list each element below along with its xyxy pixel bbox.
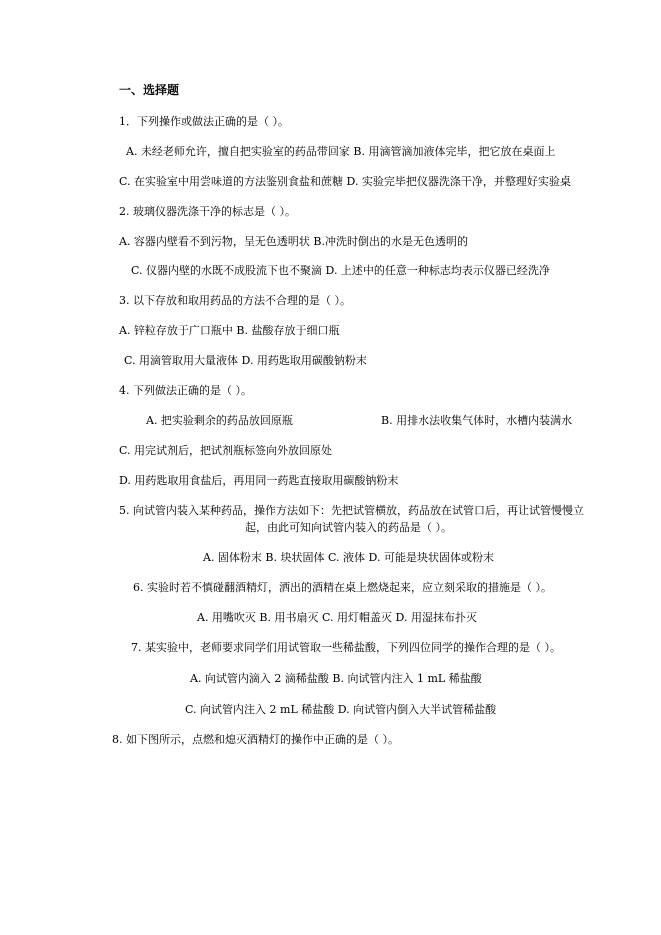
question-7-options-cd: C. 向试管内注入 2 mL 稀盐酸 D. 向试管内倒入大半试管稀盐酸 [185, 703, 497, 716]
question-3-options-ab: A. 锌粒存放于广口瓶中 B. 盐酸存放于细口瓶 [119, 324, 340, 337]
question-2-options-ab: A. 容器内壁看不到污物，呈无色透明状 B.冲洗时倒出的水是无色透明的 [119, 235, 469, 248]
question-4-option-c: C. 用完试剂后，把试剂瓶标签向外放回原处 [119, 444, 333, 457]
question-3-options-cd: C. 用滴管取用大量液体 D. 用药匙取用碳酸钠粉末 [124, 354, 367, 367]
question-4-stem: 4. 下列做法正确的是（ ）。 [119, 384, 252, 397]
question-4-option-d: D. 用药匙取用食盐后，再用同一药匙直接取用碳酸钠粉末 [119, 474, 399, 487]
question-4-option-a: A. 把实验剩余的药品放回原瓶 [146, 414, 293, 427]
question-7-options-ab: A. 向试管内滴入 2 滴稀盐酸 B. 向试管内注入 1 mL 稀盐酸 [190, 672, 482, 685]
question-7-stem: 7. 某实验中，老师要求同学们用试管取一些稀盐酸，下列四位同学的操作合理的是（ ）。 [131, 641, 561, 654]
question-5-options: A. 固体粉末 B. 块状固体 C. 液体 D. 可能是块状固体或粉末 [203, 551, 494, 564]
question-5-stem-line1: 5. 向试管内装入某种药品，操作方法如下：先把试管横放，药品放在试管口后，再让试管慢慢立 [119, 504, 584, 517]
question-1-stem: 1．下列操作或做法正确的是（ ）。 [119, 115, 289, 128]
question-2-options-cd: C. 仪器内壁的水既不成股流下也不聚滴 D. 上述中的任意一种标志均表示仪器已经洗净 [131, 264, 550, 277]
question-1-options-cd: C. 在实验室中用尝味道的方法鉴别食盐和蔗糖 D. 实验完毕把仪器洗涤干净，并整理好实验桌 [119, 175, 571, 188]
question-6-options: A. 用嘴吹灭 B. 用书扇灭 C. 用灯帽盖灭 D. 用湿抹布扑灭 [197, 611, 477, 624]
question-5-stem-line2: 起，由此可知向试管内装入的药品是（ ）。 [245, 521, 452, 534]
section-title: 一、选择题 [119, 83, 180, 97]
question-3-stem: 3. 以下存放和取用药品的方法不合理的是（ ）。 [119, 294, 351, 307]
question-4-option-b: B. 用排水法收集气体时，水槽内装满水 [381, 414, 573, 427]
question-2-stem: 2. 玻璃仪器洗涤干净的标志是（ ）。 [119, 205, 296, 218]
question-6-stem: 6. 实验时若不慎碰翻酒精灯，洒出的酒精在桌上燃烧起来，应立刻采取的措施是（ ）。 [133, 581, 552, 594]
question-8-stem: 8. 如下图所示，点燃和熄灭酒精灯的操作中正确的是（ ）。 [112, 733, 399, 746]
question-1-options-ab: A. 未经老师允许，擅自把实验室的药品带回家 B. 用滴管滴加液体完毕，把它放在桌面上 [126, 145, 556, 158]
